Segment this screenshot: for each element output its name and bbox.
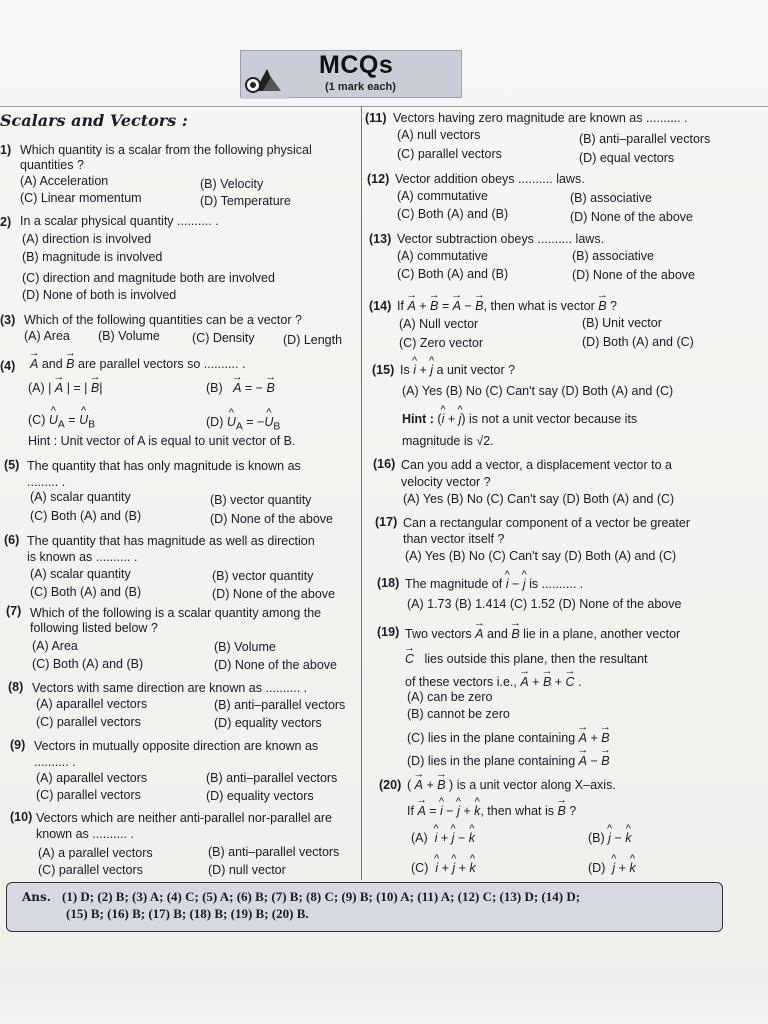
q5-option-b: (B) vector quantity [210, 493, 312, 507]
answer-key-line1: (1) D; (2) B; (3) A; (4) C; (5) A; (6) B; (7) B; (8) C; (9) B; (10) A; (11) A; (12) C; (13) D; (14) D; [62, 889, 581, 904]
q14-stem: If → A + → B = → A − → B, then what is vector → B ? [397, 298, 617, 314]
q15-hint-line2: magnitude is √2. [402, 434, 494, 448]
q9-option-a: (A) aparallel vectors [36, 771, 148, 785]
q16-number: (16) [373, 457, 396, 471]
q7-stem-line2: following listed below ? [30, 621, 158, 635]
mcq-banner [240, 50, 462, 98]
q9-option-c: (C) parallel vectors [36, 788, 141, 802]
q9-stem-line2: .......... . [34, 755, 76, 769]
q20-option-a: (A) ^ i + ^ j − ^ k [411, 830, 475, 846]
q2-stem: In a scalar physical quantity .......... . [20, 214, 219, 228]
column-divider [361, 106, 362, 880]
q1-option-c: (C) Linear momentum [20, 191, 142, 205]
q5-option-c: (C) Both (A) and (B) [30, 509, 142, 523]
q15-stem: Is ^ i + ^ j a unit vector ? [400, 362, 515, 378]
q11-option-b: (B) anti–parallel vectors [579, 132, 711, 146]
q6-option-a: (A) scalar quantity [30, 567, 131, 581]
q2-option-d: (D) None of both is involved [22, 288, 177, 302]
q12-stem: Vector addition obeys .......... laws. [395, 172, 585, 186]
q7-number: (7) [6, 604, 22, 618]
q1-stem-line2: quantities ? [20, 158, 84, 172]
q18-number: (18) [377, 576, 400, 590]
q4-stem: → A and → B are parallel vectors so .......... . [30, 356, 245, 372]
q16-stem-line2: velocity vector ? [401, 475, 491, 489]
q13-option-c: (C) Both (A) and (B) [397, 267, 509, 281]
q12-number: (12) [367, 172, 390, 186]
q16-options: (A) Yes (B) No (C) Can't say (D) Both (A) and (C) [403, 492, 675, 506]
q9-option-d: (D) equality vectors [206, 789, 314, 803]
q6-stem-line1: The quantity that has magnitude as well as direction [27, 534, 315, 548]
q6-option-c: (C) Both (A) and (B) [30, 585, 142, 599]
q1-option-b: (B) Velocity [200, 177, 264, 191]
q18-options: (A) 1.73 (B) 1.414 (C) 1.52 (D) None of the above [407, 597, 682, 611]
q19-number: (19) [377, 625, 400, 639]
q5-stem-line1: The quantity that has only magnitude is known as [27, 459, 301, 473]
q14-number: (14) [369, 299, 392, 313]
q13-stem: Vector subtraction obeys .......... laws. [397, 232, 605, 246]
q9-stem-line1: Vectors in mutually opposite direction are known as [34, 739, 319, 753]
q15-hint-line1: Hint : (^ i + ^ j) is not a unit vector because its [402, 411, 637, 427]
q7-option-a: (A) Area [32, 639, 78, 653]
q12-option-b: (B) associative [570, 191, 652, 205]
q8-option-d: (D) equality vectors [214, 716, 322, 730]
q14-option-a: (A) Null vector [399, 317, 479, 331]
q5-option-a: (A) scalar quantity [30, 490, 131, 504]
answer-key-label: Ans. [22, 890, 51, 904]
q4-option-b: (B) → A = − → B [206, 380, 275, 396]
page-bottom-margin [0, 968, 768, 1024]
banner-logo-icon [241, 51, 289, 99]
q10-option-d: (D) null vector [208, 863, 286, 877]
q17-options: (A) Yes (B) No (C) Can't say (D) Both (A) and (C) [405, 549, 677, 563]
q9-number: (9) [10, 738, 26, 752]
q10-stem-line1: Vectors which are neither anti-parallel nor-parallel are [36, 811, 332, 825]
q13-option-a: (A) commutative [397, 249, 488, 263]
q15-options: (A) Yes (B) No (C) Can't say (D) Both (A) and (C) [402, 384, 674, 398]
section-title: Scalars and Vectors : [0, 111, 188, 130]
q3-option-c: (C) Density [192, 331, 255, 345]
q11-number: (11) [365, 111, 387, 125]
q5-stem-line2: ......... . [27, 475, 66, 489]
q4-option-d: (D) ^ $U_A$ = −^ $U_B$ [206, 414, 280, 436]
q7-stem-line1: Which of the following is a scalar quantity among the [30, 606, 322, 620]
q4-number: (4) [0, 359, 16, 373]
q20-option-d: (D) ^ j + ^ k [588, 860, 636, 876]
q19-option-d: (D) lies in the plane containing → A − → B [407, 753, 610, 769]
answer-key-line2: (15) B; (16) B; (17) B; (18) B; (19) B; (20) B. [66, 906, 309, 921]
q19-stem-line1: Two vectors → A and → B lie in a plane, another vector [405, 626, 680, 642]
q8-stem: Vectors with same direction are known as .......... . [32, 681, 308, 695]
q16-stem-line1: Can you add a vector, a displacement vector to a [401, 458, 672, 472]
q13-option-d: (D) None of the above [572, 268, 695, 282]
banner-subtitle: (1 mark each) [325, 81, 396, 93]
q5-option-d: (D) None of the above [210, 512, 333, 526]
q3-option-a: (A) Area [24, 329, 70, 343]
q17-number: (17) [375, 515, 398, 529]
q10-option-b: (B) anti–parallel vectors [208, 845, 340, 859]
q3-stem: Which of the following quantities can be a vector ? [24, 313, 302, 327]
q19-option-c: (C) lies in the plane containing → A + → B [407, 730, 610, 746]
q20-option-c: (C) ^ i + ^ j + ^ k [411, 860, 476, 876]
q12-option-d: (D) None of the above [570, 210, 693, 224]
q7-option-b: (B) Volume [214, 640, 276, 654]
q17-stem-line2: than vector itself ? [403, 532, 505, 546]
q12-option-a: (A) commutative [397, 189, 488, 203]
q20-number: (20) [379, 778, 402, 792]
q11-option-d: (D) equal vectors [579, 151, 675, 165]
q13-option-b: (B) associative [572, 249, 654, 263]
q2-option-a: (A) direction is involved [22, 232, 152, 246]
q2-number: 2) [0, 215, 12, 229]
q6-stem-line2: is known as .......... . [27, 550, 138, 564]
q7-option-d: (D) None of the above [214, 658, 337, 672]
q6-option-d: (D) None of the above [212, 587, 335, 601]
q11-option-a: (A) null vectors [397, 128, 481, 142]
q10-stem-line2: known as .......... . [36, 827, 134, 841]
q12-option-c: (C) Both (A) and (B) [397, 207, 509, 221]
q1-stem-line1: Which quantity is a scalar from the following physical [20, 143, 312, 157]
q19-option-a: (A) can be zero [407, 690, 493, 704]
q19-option-b: (B) cannot be zero [407, 707, 510, 721]
q11-stem: Vectors having zero magnitude are known as .......... . [393, 111, 688, 125]
q8-option-c: (C) parallel vectors [36, 715, 141, 729]
q11-option-c: (C) parallel vectors [397, 147, 502, 161]
q18-stem: The magnitude of ^ i − ^ j is .......... . [405, 576, 583, 592]
q19-stem-line2: → C lies outside this plane, then the resultant [405, 651, 648, 667]
q4-option-c: (C) ^ $U_A$ = ^ $U_B$ [28, 412, 95, 434]
q19-stem-line3: of these vectors i.e., → A + → B + → C . [405, 674, 582, 690]
q8-option-a: (A) aparallel vectors [36, 697, 148, 711]
q14-option-b: (B) Unit vector [582, 316, 662, 330]
q10-option-a: (A) a parallel vectors [38, 846, 153, 860]
q3-number: (3) [0, 313, 16, 327]
q1-option-a: (A) Acceleration [20, 174, 109, 188]
q1-option-d: (D) Temperature [200, 194, 291, 208]
q6-option-b: (B) vector quantity [212, 569, 314, 583]
q8-number: (8) [8, 680, 24, 694]
q5-number: (5) [4, 458, 20, 472]
header-divider [0, 106, 768, 107]
banner-title: MCQs [319, 51, 394, 79]
q7-option-c: (C) Both (A) and (B) [32, 657, 144, 671]
q6-number: (6) [4, 533, 20, 547]
q3-option-d: (D) Length [283, 333, 343, 347]
q14-option-c: (C) Zero vector [399, 336, 484, 350]
q3-option-b: (B) Volume [98, 329, 160, 343]
q8-option-b: (B) anti–parallel vectors [214, 698, 346, 712]
q2-option-b: (B) magnitude is involved [22, 250, 163, 264]
q4-option-a: (A) | → A | = | → B| [28, 380, 103, 396]
q20-option-b: (B) ^ j − ^ k [588, 830, 631, 846]
q2-option-c: (C) direction and magnitude both are involved [22, 271, 275, 285]
q4-hint: Hint : Unit vector of A is equal to unit vector of B. [28, 434, 296, 448]
q14-option-d: (D) Both (A) and (C) [582, 335, 694, 349]
q17-stem-line1: Can a rectangular component of a vector be greater [403, 516, 690, 530]
q15-number: (15) [372, 363, 395, 377]
q10-number: (10) [10, 810, 33, 824]
q20-stem-line2: If → A = ^ i − ^ j + ^ k, then what is → B ? [407, 803, 576, 819]
q1-number: 1) [0, 143, 12, 157]
q13-number: (13) [369, 232, 392, 246]
q10-option-c: (C) parallel vectors [38, 863, 143, 877]
q9-option-b: (B) anti–parallel vectors [206, 771, 338, 785]
q20-stem-line1: ( → A + → B ) is a unit vector along X–axis. [407, 777, 616, 793]
